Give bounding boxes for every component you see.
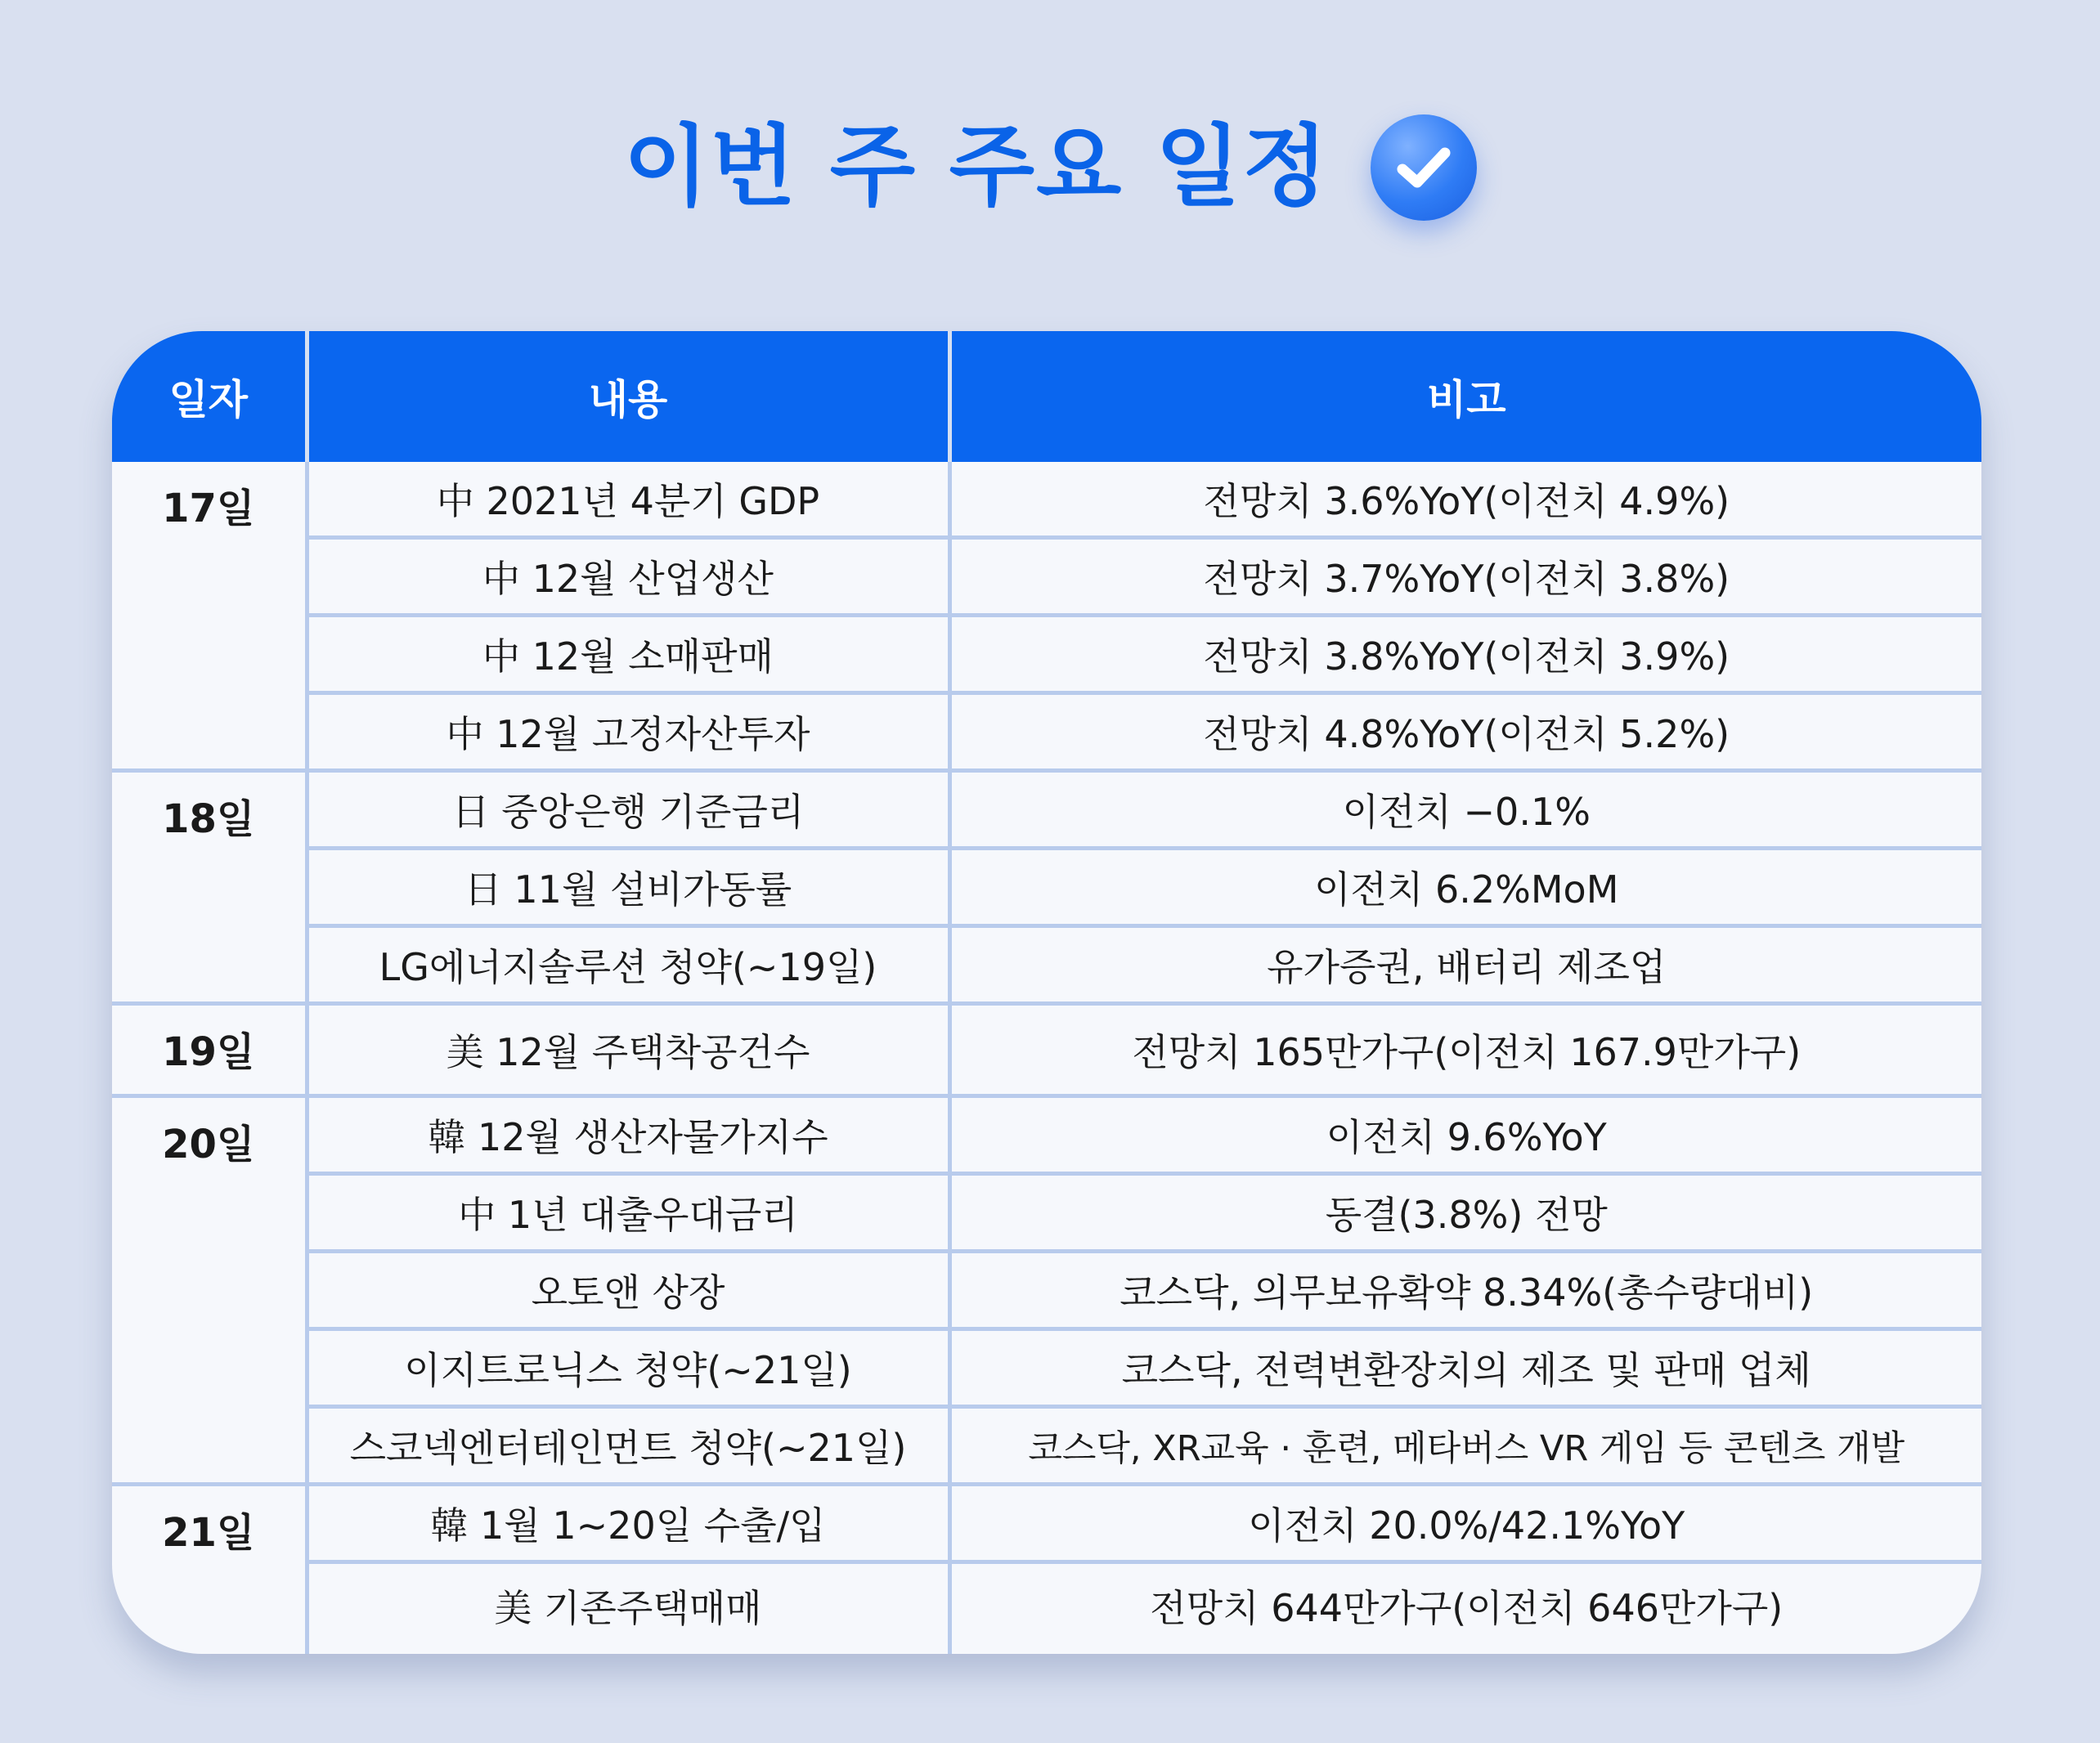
note-cell: 이전치 −0.1% — [949, 771, 1981, 849]
note-cell: 전망치 165만가구(이전치 167.9만가구) — [949, 1004, 1981, 1096]
date-cell: 19일 — [112, 1004, 307, 1096]
table-row — [112, 693, 1981, 771]
content-cell: 美 12월 주택착공건수 — [307, 1004, 949, 1096]
table-row — [112, 1252, 1981, 1329]
date-cell: 20일 — [112, 1096, 307, 1485]
schedule-table — [112, 331, 1981, 1654]
date-cell: 18일 — [112, 771, 307, 1004]
table-row — [112, 1407, 1981, 1485]
content-cell: 中 12월 소매판매 — [307, 616, 949, 693]
content-cell: LG에너지솔루션 청약(~19일) — [307, 926, 949, 1004]
header-note: 비고 — [949, 331, 1981, 462]
content-cell: 中 2021년 4분기 GDP — [307, 462, 949, 538]
table-row — [112, 926, 1981, 1004]
table-row — [112, 1562, 1981, 1655]
table-row — [112, 849, 1981, 926]
header-content: 내용 — [307, 331, 949, 462]
header-row — [112, 331, 1981, 462]
note-cell: 이전치 9.6%YoY — [949, 1096, 1981, 1174]
table-row — [112, 462, 1981, 538]
table-row — [112, 1096, 1981, 1174]
note-cell: 동결(3.8%) 전망 — [949, 1174, 1981, 1252]
table-row — [112, 1174, 1981, 1252]
table-row — [112, 616, 1981, 693]
content-cell: 中 1년 대출우대금리 — [307, 1174, 949, 1252]
note-cell: 전망치 3.7%YoY(이전치 3.8%) — [949, 538, 1981, 616]
content-cell: 오토앤 상장 — [307, 1252, 949, 1329]
content-cell: 韓 12월 생산자물가지수 — [307, 1096, 949, 1174]
note-cell: 전망치 3.6%YoY(이전치 4.9%) — [949, 462, 1981, 538]
table-row — [112, 538, 1981, 616]
note-cell: 코스닥, 전력변환장치의 제조 및 판매 업체 — [949, 1329, 1981, 1407]
date-cell: 17일 — [162, 486, 255, 531]
table-row — [112, 1004, 1981, 1096]
page-title: 이번 주 주요 일정 — [623, 116, 1330, 218]
schedule-card — [112, 331, 1981, 1654]
content-cell: 스코넥엔터테인먼트 청약(~21일) — [307, 1407, 949, 1485]
table-row — [112, 1485, 1981, 1562]
note-cell: 이전치 20.0%/42.1%YoY — [949, 1485, 1981, 1562]
note-cell: 유가증권, 배터리 제조업 — [949, 926, 1981, 1004]
table-row — [112, 1329, 1981, 1407]
check-icon — [1371, 114, 1477, 221]
content-cell: 中 12월 산업생산 — [307, 538, 949, 616]
content-cell: 日 11월 설비가동률 — [307, 849, 949, 926]
content-cell: 日 중앙은행 기준금리 — [307, 771, 949, 849]
content-cell: 美 기존주택매매 — [307, 1562, 949, 1655]
content-cell: 中 12월 고정자산투자 — [307, 693, 949, 771]
note-cell: 전망치 644만가구(이전치 646만가구) — [949, 1562, 1981, 1655]
content-cell: 韓 1월 1~20일 수출/입 — [307, 1485, 949, 1562]
header-date: 일자 — [112, 331, 307, 462]
note-cell: 이전치 6.2%MoM — [949, 849, 1981, 926]
note-cell: 코스닥, 의무보유확약 8.34%(총수량대비) — [949, 1252, 1981, 1329]
title-area — [0, 114, 2100, 221]
note-cell: 전망치 4.8%YoY(이전치 5.2%) — [949, 693, 1981, 771]
table-row — [112, 771, 1981, 849]
note-cell: 코스닥, XR교육 · 훈련, 메타버스 VR 게임 등 콘텐츠 개발 — [949, 1407, 1981, 1485]
date-cell: 21일 — [112, 1485, 307, 1655]
note-cell: 전망치 3.8%YoY(이전치 3.9%) — [949, 616, 1981, 693]
content-cell: 이지트로닉스 청약(~21일) — [307, 1329, 949, 1407]
